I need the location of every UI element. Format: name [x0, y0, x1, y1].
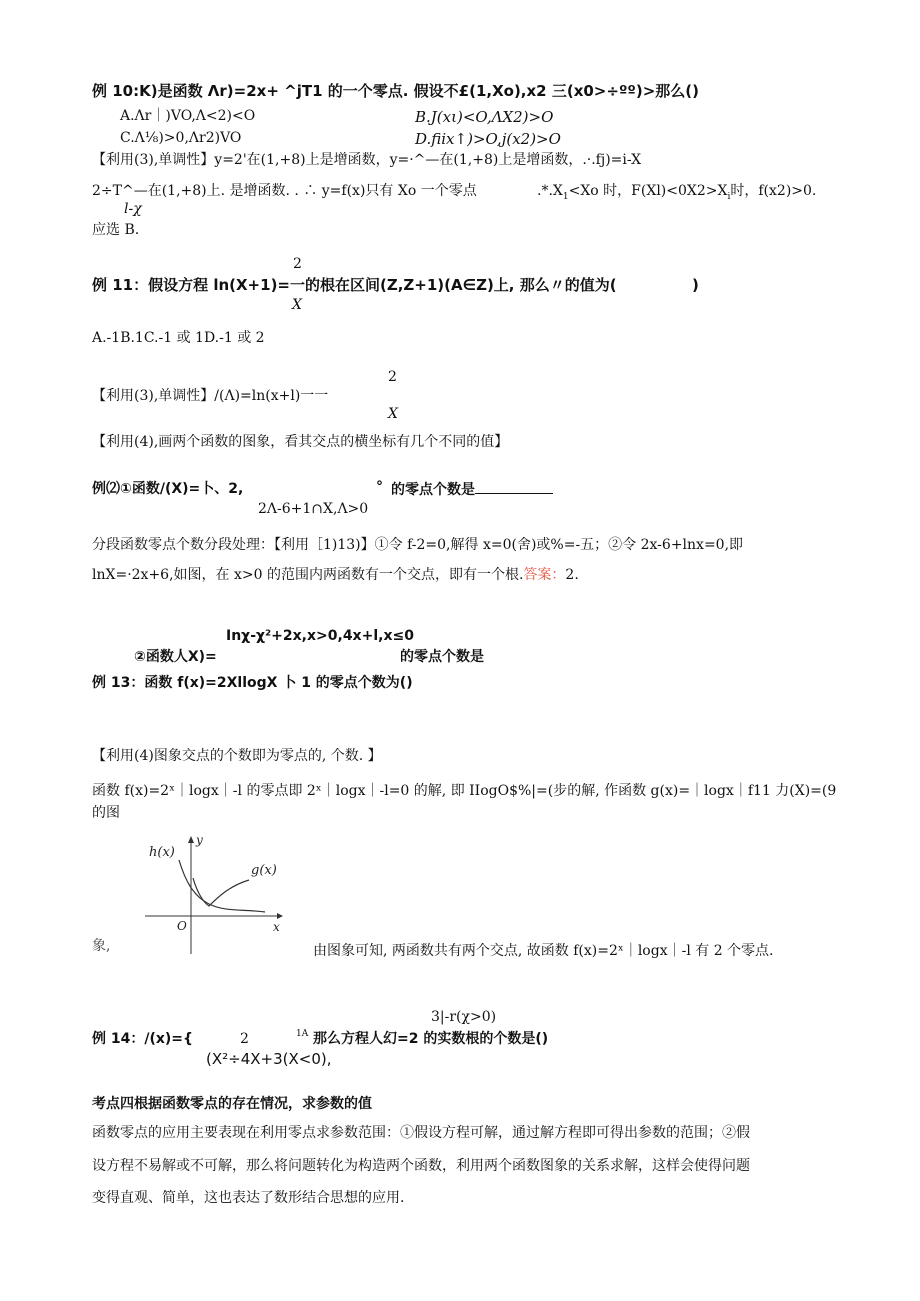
- ex11-close-paren: ): [692, 276, 699, 294]
- y-label: y: [196, 833, 203, 847]
- ex11-solution-line1: 【利用(3),单调性】/(Λ)=ln(x+l)一一: [92, 388, 329, 404]
- ex12-solution-line1: 分段函数零点个数分段处理：【利用［1)13)】①令 f-2=0,解得 x=0(舍)或%=-五；②令 2x-6+lnx=0,即: [92, 537, 744, 553]
- origin-label: O: [177, 919, 187, 933]
- ex12b-title: ②函数人X)=: [134, 649, 217, 665]
- section-paragraph-line2: 设方程不易解或不可解，那么将问题转化为构造两个函数，利用两个函数图象的关系求解，这样会使得问题: [92, 1158, 750, 1174]
- ex10-fraction-denominator: l-χ: [124, 201, 142, 217]
- ex11-sol-denominator: X: [388, 406, 398, 422]
- g-curve: [193, 878, 249, 906]
- option-d: D.fiix↑)>O,j(x2)>O: [415, 130, 561, 148]
- ex13-solution-line2: 函数 f(x)=2ˣ｜logx｜-l 的零点即 2ˣ｜logx｜-l=0 的解, 即 IIogO$%|=(步的解, 作函数 g(x)=｜logx｜f11 力(X)=(9: [92, 783, 837, 799]
- ex10-solution-line1: 【利用(3),单调性】y=2'在(1,+8)上是增函数，y=·^—在(1,+8)上是增函数，.·.fj)=i-X: [92, 152, 642, 168]
- ex13-conclusion: 由图象可知, 两函数共有两个交点, 故函数 f(x)=2ˣ｜logx｜-l 有 2 个零点.: [313, 943, 774, 959]
- ex10-solution-line2-part2: $.*.X_1<Xo$ 时，$F(Xl)<0X2>X_i$时，f(x2)>0.: [537, 183, 817, 202]
- x-label: x: [273, 920, 280, 934]
- ex12-solution-line2: lnX=·2x+6,如图，在 x>0 的范围内两函数有一个交点，即有一个根.答案：2.: [92, 567, 579, 583]
- g-label: g(x): [251, 863, 277, 878]
- ex11-fraction-denominator: X: [292, 297, 302, 313]
- example-11-title: 例 11：假设方程 ln(X+1)=一的根在区间(Z,Z+1)(A∈Z)上, 那么〃的值为(: [92, 276, 617, 294]
- ex13-figure-caption-start: 象,: [92, 938, 111, 954]
- ex12-case2: 2Λ-6+1∩X,Λ>0: [258, 501, 369, 517]
- section-title: 考点四根据函数零点的存在情况，求参数的值: [92, 1096, 372, 1112]
- ex14-superscript: 1A: [296, 1029, 309, 1039]
- ex10-solution-line2: 2÷T^—在(1,+8)上. 是增函数. . ∴ y=f(x)只有 Xo 一个零点: [92, 183, 477, 199]
- example-13-title: 例 13：函数 f(x)=2XllogX 卜 1 的零点个数为(): [92, 675, 413, 691]
- ex11-fraction-numerator: 2: [293, 256, 302, 272]
- ex11-sol-numerator: 2: [388, 369, 397, 385]
- ex14-case1: 3|-r(χ>0): [431, 1009, 497, 1025]
- section-paragraph-line1: 函数零点的应用主要表现在利用零点求参数范围：①假设方程可解，通过解方程即可得出参数的范围；②假: [92, 1125, 750, 1141]
- option-a: A.Λr｜)VO,Λ<2)<O: [120, 108, 256, 124]
- ex14-question: 那么方程人幻=2 的实数根的个数是(): [313, 1031, 549, 1047]
- ex14-case2: (X²÷4X+3(X<0),: [206, 1050, 332, 1068]
- ex11-solution-line2: 【利用(4),画两个函数的图象，看其交点的横坐标有几个不同的值】: [92, 434, 509, 450]
- x-axis-arrow-icon: [277, 913, 283, 919]
- answer-label: 答案：: [523, 567, 566, 583]
- answer-blank: [475, 481, 553, 494]
- example-10-title: 例 10:K)是函数 Λr)=2x+ ^jT1 的一个零点. 假设不£(1,Xo),x2 三(x0>÷ºº)>那么(): [92, 82, 699, 100]
- ex12b-cases: Inχ-χ²+2x,x>0,4x+l,x≤0: [226, 628, 414, 644]
- option-b: B.J(xι)<O,ΛX2)>O: [415, 108, 554, 126]
- h-label: h(x): [149, 845, 175, 860]
- ex12-degree: °: [376, 479, 383, 495]
- section-paragraph-line3: 变得直观、简单，这也表达了数形结合思想的应用.: [92, 1190, 405, 1206]
- example-14-title: 例 14：/(x)={: [92, 1031, 193, 1047]
- ex12-question: 的零点个数是: [391, 481, 553, 499]
- ex13-solution-line3: 的图: [92, 805, 120, 821]
- ex10-answer: 应选 B.: [92, 222, 140, 238]
- function-graph-figure: [125, 832, 285, 957]
- example-12-title: 例⑵①函数/(X)=卜、2,: [92, 481, 244, 497]
- ex11-options: A.-1B.1C.-1 或 1D.-1 或 2: [92, 330, 265, 346]
- option-c: C.Λ⅛)>0,Λr2)VO: [120, 130, 242, 146]
- ex13-solution-line1: 【利用(4)图象交点的个数即为零点的, 个数. 】: [92, 748, 382, 764]
- ex12b-question: 的零点个数是: [400, 649, 484, 665]
- ex14-two: 2: [240, 1031, 249, 1047]
- y-axis-arrow-icon: [188, 836, 194, 843]
